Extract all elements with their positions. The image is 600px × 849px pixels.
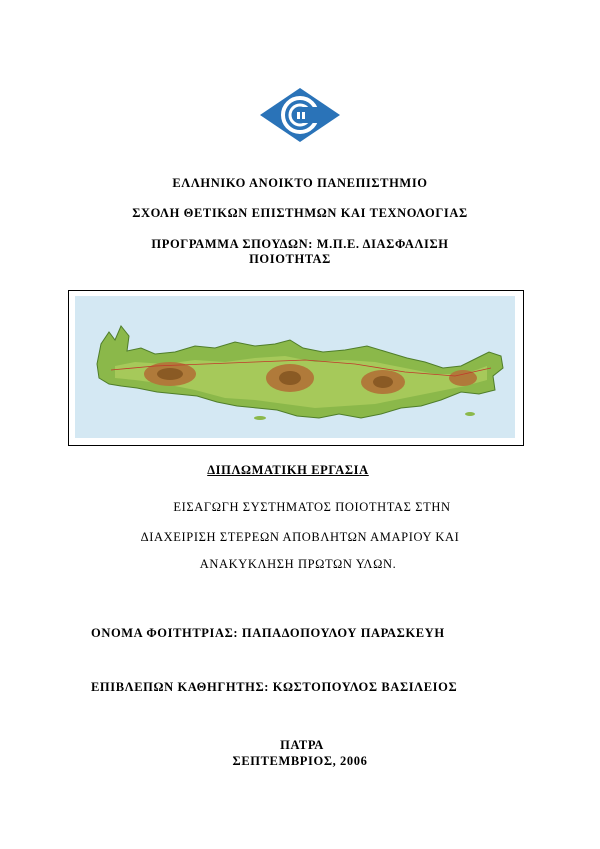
thesis-title-line-3: ΑΝΑΚΥΚΛΗΣΗ ΠΡΩΤΩΝ ΥΛΩΝ. xyxy=(199,557,397,571)
student-name: ΟΝΟΜΑ ΦΟΙΤΗΤΡΙΑΣ: ΠΑΠΑΔΟΠΟΥΛΟΥ ΠΑΡΑΣΚΕΥΗ xyxy=(91,626,445,640)
thesis-title-line-1: ΕΙΣΑΓΩΓΗ ΣΥΣΤΗΜΑΤΟΣ ΠΟΙΟΤΗΤΑΣ ΣΤΗΝ xyxy=(173,500,451,514)
supervisor-name: ΕΠΙΒΛΕΠΩΝ ΚΑΘΗΓΗΤΗΣ: ΚΩΣΤΟΠΟΥΛΟΣ ΒΑΣΙΛΕΙΟΣ xyxy=(91,680,458,694)
date: ΣΕΠΤΕΜΒΡΙΟΣ, 2006 xyxy=(232,754,368,768)
crete-map-image xyxy=(75,296,515,438)
program-line-2: ΠΟΙΟΤΗΤΑΣ xyxy=(249,252,331,266)
city: ΠΑΤΡΑ xyxy=(280,738,324,752)
program-line-1: ΠΡΟΓΡΑΜΜΑ ΣΠΟΥΔΩΝ: Μ.Π.Ε. ΔΙΑΣΦΑΛΙΣΗ xyxy=(151,237,449,251)
university-logo xyxy=(259,87,341,143)
thesis-title-line-2: ΔΙΑΧΕΙΡΙΣΗ ΣΤΕΡΕΩΝ ΑΠΟΒΛΗΤΩΝ ΑΜΑΡΙΟΥ ΚΑΙ xyxy=(140,530,460,544)
university-name: ΕΛΛΗΝΙΚΟ ΑΝΟΙΚΤΟ ΠΑΝΕΠΙΣΤΗΜΙΟ xyxy=(172,176,428,190)
school-name: ΣΧΟΛΗ ΘΕΤΙΚΩΝ ΕΠΙΣΤΗΜΩΝ ΚΑΙ ΤΕΧΝΟΛΟΓΙΑΣ xyxy=(132,206,468,220)
thesis-type: ΔΙΠΛΩΜΑΤΙΚΗ ΕΡΓΑΣΙΑ xyxy=(207,463,369,477)
map-frame xyxy=(68,290,524,446)
